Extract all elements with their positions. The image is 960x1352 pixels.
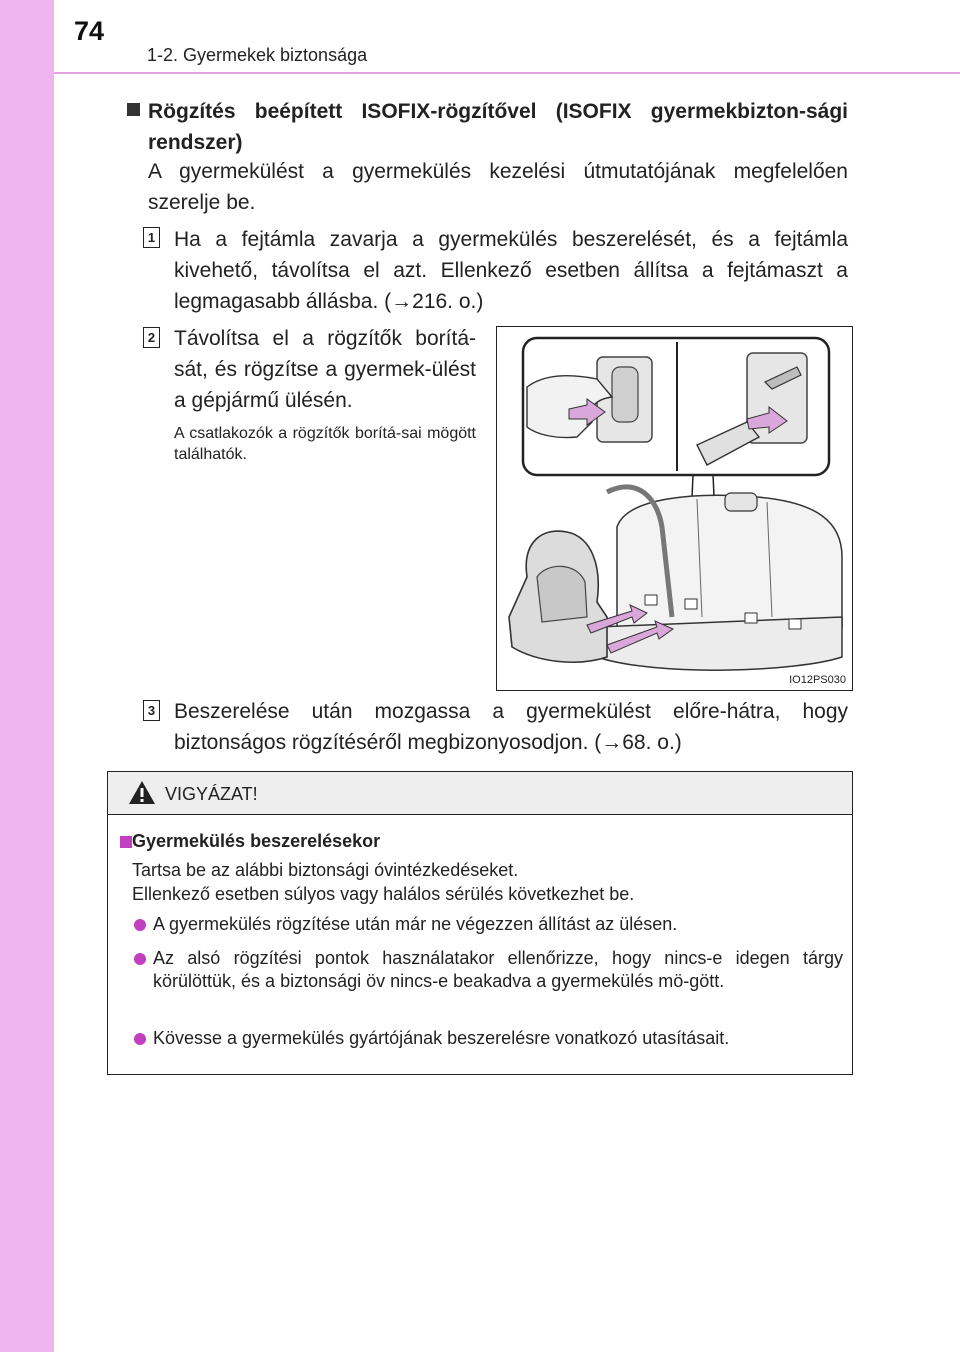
intro-paragraph: A gyermekülést a gyermekülés kezelési útmutatójának megfelelően szerelje be. xyxy=(148,160,848,214)
warning-item-2: Az alsó rögzítési pontok használatakor ellenőrizze, hogy nincs-e idegen tárgy körülöttük, és a biztonsági öv nincs-e beakadva a gyermekülés mö-gött. xyxy=(153,948,843,991)
step-3-text: Beszerelése után mozgassa a gyermekülést előre-hátra, hogy biztonságos rögzítéséről megbizonyosodjon. (→68. o.) xyxy=(174,700,848,754)
step-1-text: Ha a fejtámla zavarja a gyermekülés beszerelését, és a fejtámla kivehető, távolítsa el azt. Ellenkező esetben állítsa a fejtámaszt a legmagasabb állásba. (→216. o.) xyxy=(174,228,848,313)
step-2-text: Távolítsa el a rögzítők borítá-sát, és rögzítse a gyermek-ülést a gépjármű ülésén. xyxy=(174,327,476,412)
warning-header xyxy=(108,772,852,815)
warning-triangle-icon xyxy=(128,780,156,805)
warning-line-1: Tartsa be az alábbi biztonsági óvintézkedéseket. xyxy=(132,860,519,880)
figure-code: IO12PS030 xyxy=(789,674,846,686)
section-header-title: 1-2. Gyermekek biztonsága xyxy=(147,45,368,65)
step-2-note: A csatlakozók a rögzítők borítá-sai mögött találhatók. xyxy=(174,425,476,463)
bullet-dot-icon xyxy=(134,1033,146,1045)
step-number-1: 1 xyxy=(143,227,160,248)
warning-item-1: A gyermekülés rögzítése után már ne végezzen állítást az ülésen. xyxy=(153,914,678,934)
isofix-illustration xyxy=(496,326,853,691)
step-number-3: 3 xyxy=(143,700,160,721)
warning-square-bullet-icon xyxy=(120,836,132,848)
isofix-illustration-drawing xyxy=(497,327,852,690)
warning-item-3: Kövesse a gyermekülés gyártójának beszerelésre vonatkozó utasításait. xyxy=(153,1028,730,1048)
page-sidebar-tab xyxy=(0,0,54,1352)
step-number-2: 2 xyxy=(143,327,160,348)
bullet-dot-icon xyxy=(134,953,146,965)
square-bullet-icon xyxy=(127,103,140,116)
bullet-dot-icon xyxy=(134,919,146,931)
warning-title: VIGYÁZAT! xyxy=(165,784,258,804)
page-number: 74 xyxy=(74,16,105,46)
section-heading: Rögzítés beépített ISOFIX-rögzítővel (ISOFIX gyermekbizton-sági rendszer) xyxy=(148,100,848,154)
warning-line-2: Ellenkező esetben súlyos vagy halálos sérülés következhet be. xyxy=(132,884,635,904)
header-divider xyxy=(54,72,960,74)
warning-heading: Gyermekülés beszerelésekor xyxy=(132,831,381,851)
warning-box xyxy=(107,771,853,1075)
